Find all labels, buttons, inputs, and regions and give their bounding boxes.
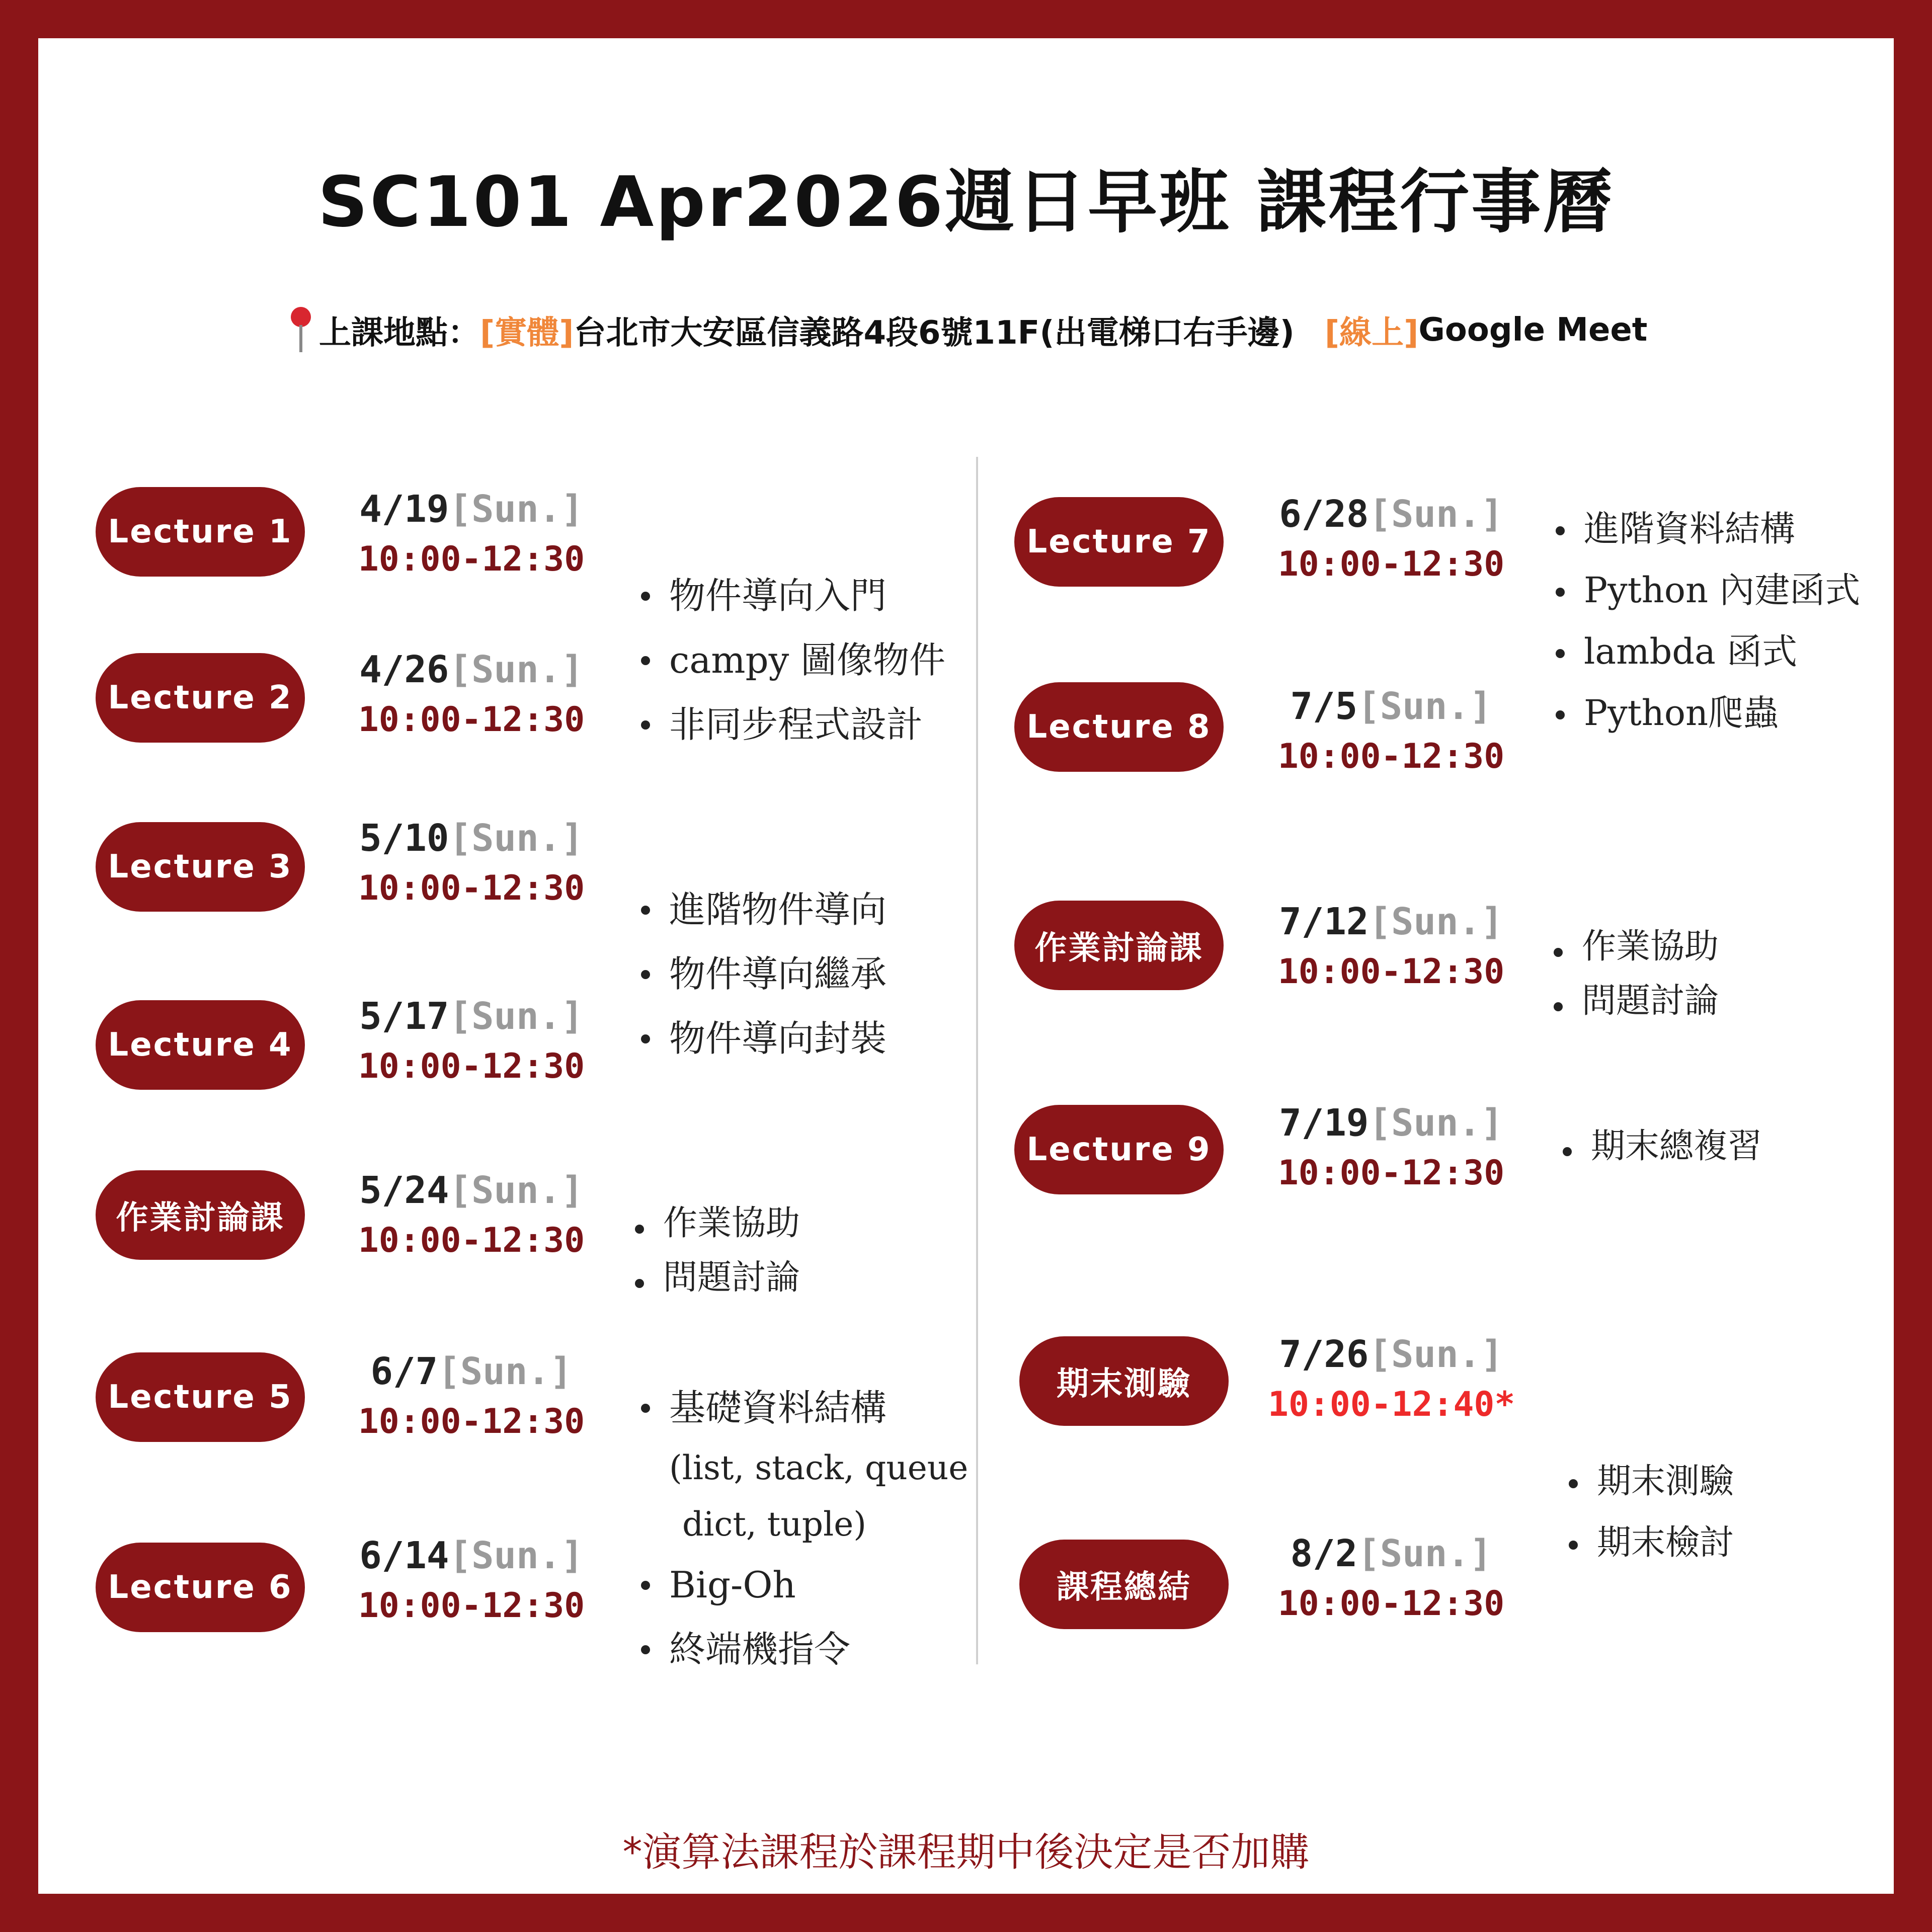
weekday: [Sun.] xyxy=(1369,1101,1503,1145)
session-pill-lecture-8: Lecture 8 xyxy=(1014,682,1224,772)
session-date-final-exam xyxy=(1268,1330,1514,1431)
date-value: 7/19 xyxy=(1279,1101,1369,1145)
session-date-lecture-6 xyxy=(348,1532,595,1632)
time-value: 10:00-12:30 xyxy=(1277,1153,1505,1193)
topic-item: 期末測驗 xyxy=(1566,1451,1734,1512)
time-value: 10:00-12:30 xyxy=(358,1402,585,1441)
location-label: 上課地點： xyxy=(319,314,480,352)
session-pill-final-exam: 期末測驗 xyxy=(1019,1336,1229,1426)
topic-item: campy 圖像物件 xyxy=(638,628,945,692)
session-pill-lecture-5: Lecture 5 xyxy=(96,1352,305,1442)
date-value: 5/10 xyxy=(359,817,449,860)
topic-item: 進階資料結構 xyxy=(1553,498,1860,559)
online-tag: [線上] xyxy=(1324,314,1419,352)
page-title: SC101 Apr2026週日早班 課程行事曆 xyxy=(317,162,1615,243)
session-pill-lecture-9: Lecture 9 xyxy=(1014,1105,1224,1194)
topic-item: 物件導向繼承 xyxy=(638,942,887,1006)
time-value: 10:00-12:30 xyxy=(1277,737,1505,776)
session-date-homework-review-2 xyxy=(1268,898,1514,998)
topic-item: 物件導向入門 xyxy=(638,564,945,628)
topic-list-lectures-3-4 xyxy=(638,877,887,1071)
topic-list-lectures-1-2 xyxy=(638,564,945,757)
weekday: [Sun.] xyxy=(1357,685,1492,728)
session-date-lecture-4 xyxy=(348,992,595,1093)
date-value: 5/17 xyxy=(359,995,449,1038)
date-value: 7/5 xyxy=(1290,685,1358,728)
topic-list-final xyxy=(1566,1451,1734,1574)
session-pill-homework-review-1: 作業討論課 xyxy=(96,1170,305,1260)
map-pin-icon xyxy=(290,307,312,353)
time-value: 10:00-12:30 xyxy=(358,1221,585,1260)
time-value: 10:00-12:30 xyxy=(358,700,585,740)
session-date-homework-review-1 xyxy=(348,1166,595,1267)
topic-item: 物件導向封裝 xyxy=(638,1006,887,1071)
topic-item-continued: (list, stack, queue xyxy=(669,1448,969,1487)
date-value: 5/24 xyxy=(359,1169,449,1212)
session-pill-homework-review-2: 作業討論課 xyxy=(1014,901,1224,990)
session-date-lecture-8 xyxy=(1268,682,1514,783)
session-date-course-summary xyxy=(1268,1530,1514,1630)
topic-list-homework-review-1 xyxy=(632,1196,800,1305)
topic-list-lecture-9 xyxy=(1560,1119,1762,1174)
time-value: 10:00-12:40* xyxy=(1268,1385,1515,1424)
session-date-lecture-5 xyxy=(348,1347,595,1448)
date-value: 7/26 xyxy=(1279,1333,1369,1376)
time-value: 10:00-12:30 xyxy=(358,868,585,908)
topic-item: Python 內建函式 xyxy=(1553,559,1860,621)
weekday: [Sun.] xyxy=(449,488,584,531)
topic-item: 期末檢討 xyxy=(1566,1512,1734,1574)
weekday: [Sun.] xyxy=(1369,900,1503,943)
date-value: 6/14 xyxy=(359,1534,449,1577)
topic-list-lectures-5-6 xyxy=(638,1376,968,1681)
session-pill-lecture-2: Lecture 2 xyxy=(96,653,305,743)
physical-address: 台北市大安區信義路4段6號11F(出電梯口右手邊) xyxy=(574,314,1295,352)
weekday: [Sun.] xyxy=(1369,1333,1503,1376)
weekday: [Sun.] xyxy=(449,817,584,860)
session-pill-lecture-4: Lecture 4 xyxy=(96,1000,305,1090)
topic-item: 基礎資料結構 xyxy=(638,1376,968,1440)
topic-item: Big-Oh xyxy=(638,1553,968,1617)
date-value: 6/7 xyxy=(370,1350,438,1393)
topic-item-continued: dict, tuple) xyxy=(682,1505,866,1544)
topic-item: 非同步程式設計 xyxy=(638,692,945,757)
topic-item: 進階物件導向 xyxy=(638,877,887,942)
session-date-lecture-1 xyxy=(348,485,595,586)
date-value: 4/26 xyxy=(359,648,449,691)
topic-item: 期末總複習 xyxy=(1560,1119,1762,1174)
footnote: *演算法課程於課程期中後決定是否加購 xyxy=(622,1830,1310,1875)
session-date-lecture-9 xyxy=(1268,1099,1514,1199)
session-pill-lecture-6: Lecture 6 xyxy=(96,1543,305,1632)
date-value: 6/28 xyxy=(1279,493,1369,536)
topic-item: Python爬蟲 xyxy=(1553,682,1860,744)
session-pill-course-summary: 課程總結 xyxy=(1019,1540,1229,1629)
schedule-sheet xyxy=(38,38,1894,1894)
date-value: 4/19 xyxy=(359,488,449,531)
session-date-lecture-2 xyxy=(348,646,595,746)
time-value: 10:00-12:30 xyxy=(1277,544,1505,584)
time-value: 10:00-12:30 xyxy=(1277,1584,1505,1624)
weekday: [Sun.] xyxy=(1369,493,1503,536)
session-date-lecture-3 xyxy=(348,814,595,915)
time-value: 10:00-12:30 xyxy=(358,539,585,579)
topic-item: lambda 函式 xyxy=(1553,621,1860,682)
time-value: 10:00-12:30 xyxy=(358,1586,585,1626)
session-pill-lecture-3: Lecture 3 xyxy=(96,822,305,912)
weekday: [Sun.] xyxy=(449,1534,584,1577)
topic-item: 問題討論 xyxy=(632,1251,800,1305)
session-date-lecture-7 xyxy=(1268,490,1514,591)
topic-list-homework-review-2 xyxy=(1551,920,1719,1028)
weekday: [Sun.] xyxy=(438,1350,573,1393)
weekday: [Sun.] xyxy=(449,648,584,691)
topic-item: 作業協助 xyxy=(632,1196,800,1251)
time-value: 10:00-12:30 xyxy=(1277,952,1505,992)
topic-item: 終端機指令 xyxy=(638,1617,968,1681)
topic-list-lectures-7-8 xyxy=(1553,498,1860,744)
topic-item: 作業協助 xyxy=(1551,920,1719,974)
column-divider xyxy=(976,457,978,1664)
weekday: [Sun.] xyxy=(449,995,584,1038)
time-value: 10:00-12:30 xyxy=(358,1046,585,1086)
weekday: [Sun.] xyxy=(449,1169,584,1212)
online-platform: Google Meet xyxy=(1418,311,1648,349)
physical-tag: [實體] xyxy=(480,314,574,352)
session-pill-lecture-7: Lecture 7 xyxy=(1014,497,1224,587)
topic-item: 問題討論 xyxy=(1551,974,1719,1028)
weekday: [Sun.] xyxy=(1357,1532,1492,1575)
location-line xyxy=(290,310,1647,350)
date-value: 7/12 xyxy=(1279,900,1369,943)
session-pill-lecture-1: Lecture 1 xyxy=(96,487,305,577)
date-value: 8/2 xyxy=(1290,1532,1358,1575)
